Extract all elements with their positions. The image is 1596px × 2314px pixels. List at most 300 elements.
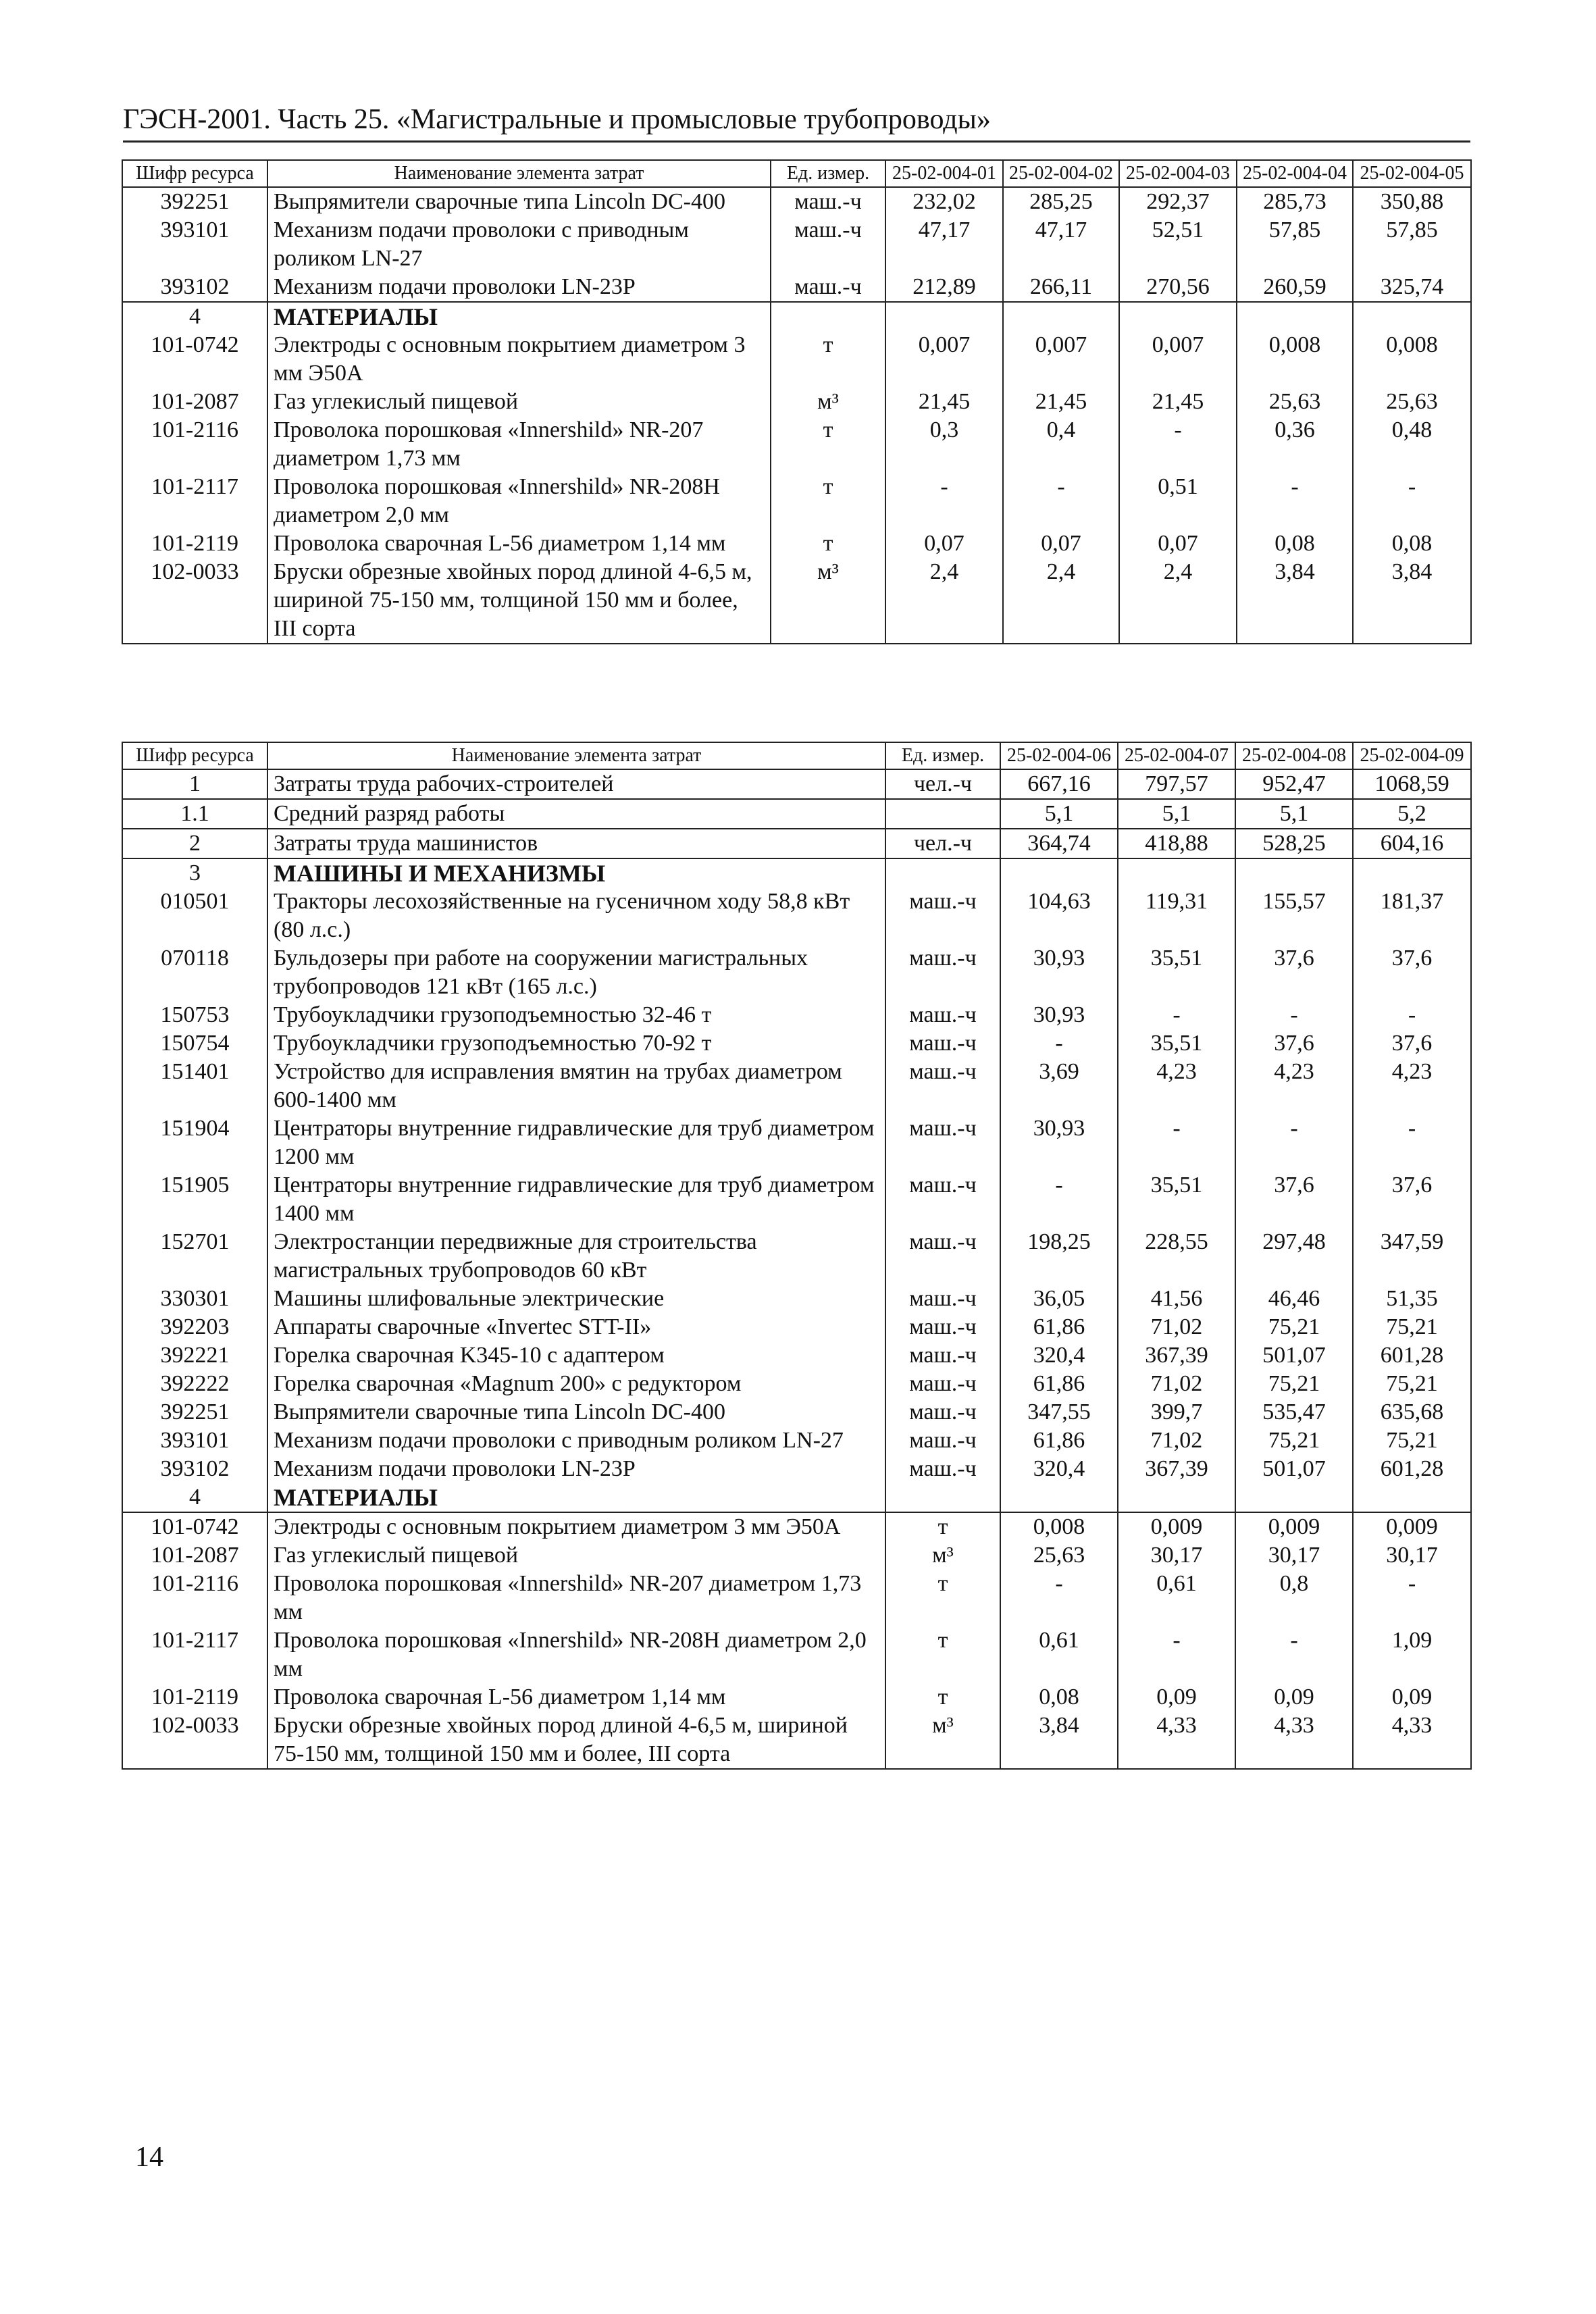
value-cell: 350,88 xyxy=(1353,187,1471,216)
resource-code: 101-2119 xyxy=(122,1683,267,1712)
resource-name: Проволока сварочная L-56 диаметром 1,14 мм xyxy=(267,1683,885,1712)
resource-name: Выпрямители сварочные типа Lincoln DC-400 xyxy=(267,1398,885,1426)
value-cell: 47,17 xyxy=(1003,216,1119,273)
resource-code: 1 xyxy=(122,769,267,799)
resource-name: Электростанции передвижные для строительства магистральных трубопроводов 60 кВт xyxy=(267,1228,885,1285)
resource-code: 392222 xyxy=(122,1370,267,1398)
value-cell: 61,86 xyxy=(1000,1370,1118,1398)
unit-cell: маш.-ч xyxy=(885,1313,1000,1341)
resource-name: Бульдозеры при работе на сооружении магистральных трубопроводов 121 кВт (165 л.с.) xyxy=(267,944,885,1001)
value-cell: 46,46 xyxy=(1235,1285,1353,1313)
value-cell: 71,02 xyxy=(1118,1313,1235,1341)
value-cell: 0,08 xyxy=(1353,530,1471,558)
column-header-norm: 25-02-004-06 xyxy=(1000,742,1118,769)
value-cell: 260,59 xyxy=(1237,273,1353,302)
resource-name: Газ углекислый пищевой xyxy=(267,388,771,416)
table-header-row xyxy=(122,160,1471,187)
table-row xyxy=(122,1029,1471,1058)
value-cell: 0,07 xyxy=(885,530,1003,558)
resource-code: 151904 xyxy=(122,1114,267,1171)
resource-name: Трубоукладчики грузоподъемностью 70-92 т xyxy=(267,1029,885,1058)
value-cell: 21,45 xyxy=(1003,388,1119,416)
value-cell: 75,21 xyxy=(1353,1370,1471,1398)
value-cell xyxy=(1237,302,1353,331)
value-cell: 52,51 xyxy=(1119,216,1237,273)
value-cell: 4,23 xyxy=(1235,1058,1353,1114)
unit-cell: т xyxy=(771,530,885,558)
table-row xyxy=(122,1370,1471,1398)
resource-name: Горелка сварочная K345-10 с адаптером xyxy=(267,1341,885,1370)
unit-cell: маш.-ч xyxy=(885,1370,1000,1398)
value-cell: 3,69 xyxy=(1000,1058,1118,1114)
resource-name: Центраторы внутренние гидравлические для труб диаметром 1200 мм xyxy=(267,1114,885,1171)
table-row xyxy=(122,1228,1471,1285)
resource-code: 392203 xyxy=(122,1313,267,1341)
resource-name: Механизм подачи проволоки с приводным роликом LN-27 xyxy=(267,216,771,273)
value-cell: 0,48 xyxy=(1353,416,1471,473)
table-row xyxy=(122,1001,1471,1029)
value-cell: 71,02 xyxy=(1118,1370,1235,1398)
value-cell: 292,37 xyxy=(1119,187,1237,216)
column-header-norm: 25-02-004-05 xyxy=(1353,160,1471,187)
resource-code: 010501 xyxy=(122,888,267,944)
table-row xyxy=(122,1712,1471,1769)
value-cell: 5,1 xyxy=(1000,799,1118,829)
value-cell: - xyxy=(1237,473,1353,530)
value-cell xyxy=(1235,858,1353,888)
resource-name: Трубоукладчики грузоподъемностью 32-46 т xyxy=(267,1001,885,1029)
value-cell: 35,51 xyxy=(1118,1171,1235,1228)
table-row xyxy=(122,1541,1471,1570)
unit-cell: маш.-ч xyxy=(885,1001,1000,1029)
value-cell: 0,09 xyxy=(1353,1683,1471,1712)
value-cell: 5,1 xyxy=(1235,799,1353,829)
value-cell: - xyxy=(1118,1626,1235,1683)
unit-cell: маш.-ч xyxy=(885,944,1000,1001)
resource-code: 151401 xyxy=(122,1058,267,1114)
value-cell xyxy=(1003,302,1119,331)
resource-code: 101-2087 xyxy=(122,388,267,416)
resource-name: Проволока порошковая «Innershild» NR-208H диаметром 2,0 мм xyxy=(267,1626,885,1683)
value-cell: - xyxy=(1118,1001,1235,1029)
resource-code: 101-2117 xyxy=(122,1626,267,1683)
resource-name: Затраты труда рабочих-строителей xyxy=(267,769,885,799)
value-cell: 418,88 xyxy=(1118,829,1235,858)
unit-cell: маш.-ч xyxy=(885,1029,1000,1058)
unit-cell: т xyxy=(885,1512,1000,1541)
value-cell: 21,45 xyxy=(885,388,1003,416)
resource-name: Проволока порошковая «Innershild» NR-208H диаметром 2,0 мм xyxy=(267,473,771,530)
resource-name: Аппараты сварочные «Invertec STT-II» xyxy=(267,1313,885,1341)
value-cell xyxy=(1353,1483,1471,1512)
column-header-name: Наименование элемента затрат xyxy=(267,160,771,187)
value-cell: 0,08 xyxy=(1237,530,1353,558)
resource-code: 2 xyxy=(122,829,267,858)
unit-cell: маш.-ч xyxy=(885,1398,1000,1426)
resource-code: 151905 xyxy=(122,1171,267,1228)
value-cell: 35,51 xyxy=(1118,944,1235,1001)
value-cell: - xyxy=(1235,1001,1353,1029)
unit-cell: маш.-ч xyxy=(885,1455,1000,1483)
value-cell: 347,59 xyxy=(1353,1228,1471,1285)
resource-name: Бруски обрезные хвойных пород длиной 4-6,5 м, шириной 75-150 мм, толщиной 150 мм и более, III сорта xyxy=(267,1712,885,1769)
value-cell: 952,47 xyxy=(1235,769,1353,799)
resource-code: 150754 xyxy=(122,1029,267,1058)
table-row xyxy=(122,1512,1471,1541)
resource-name: Проволока сварочная L-56 диаметром 1,14 мм xyxy=(267,530,771,558)
column-header-norm: 25-02-004-09 xyxy=(1353,742,1471,769)
resource-code: 392251 xyxy=(122,187,267,216)
unit-cell: маш.-ч xyxy=(885,888,1000,944)
value-cell: 367,39 xyxy=(1118,1341,1235,1370)
value-cell: 119,31 xyxy=(1118,888,1235,944)
value-cell: 57,85 xyxy=(1353,216,1471,273)
table-row xyxy=(122,273,1471,302)
value-cell: 535,47 xyxy=(1235,1398,1353,1426)
value-cell: 25,63 xyxy=(1000,1541,1118,1570)
resource-code: 4 xyxy=(122,1483,267,1512)
table-row xyxy=(122,416,1471,473)
unit-cell: т xyxy=(771,331,885,388)
column-header-norm: 25-02-004-08 xyxy=(1235,742,1353,769)
resource-name: Выпрямители сварочные типа Lincoln DC-400 xyxy=(267,187,771,216)
value-cell: 528,25 xyxy=(1235,829,1353,858)
table-row xyxy=(122,473,1471,530)
value-cell: 30,17 xyxy=(1118,1541,1235,1570)
table-row xyxy=(122,216,1471,273)
unit-cell: т xyxy=(771,473,885,530)
table-row xyxy=(122,331,1471,388)
value-cell: 501,07 xyxy=(1235,1341,1353,1370)
table-row xyxy=(122,388,1471,416)
resource-name: Механизм подачи проволоки LN-23P xyxy=(267,273,771,302)
value-cell xyxy=(1118,858,1235,888)
value-cell: 270,56 xyxy=(1119,273,1237,302)
value-cell: 37,6 xyxy=(1235,1171,1353,1228)
value-cell: - xyxy=(1000,1171,1118,1228)
resource-name: Проволока порошковая «Innershild» NR-207 диаметром 1,73 мм xyxy=(267,416,771,473)
value-cell: 601,28 xyxy=(1353,1341,1471,1370)
table-row xyxy=(122,858,1471,888)
unit-cell: маш.-ч xyxy=(885,1426,1000,1455)
value-cell: 37,6 xyxy=(1235,1029,1353,1058)
unit-cell xyxy=(885,858,1000,888)
value-cell: - xyxy=(1118,1114,1235,1171)
value-cell xyxy=(1000,858,1118,888)
unit-cell: маш.-ч xyxy=(885,1114,1000,1171)
resource-name: МАШИНЫ И МЕХАНИЗМЫ xyxy=(267,858,885,888)
value-cell: 604,16 xyxy=(1353,829,1471,858)
value-cell: 51,35 xyxy=(1353,1285,1471,1313)
value-cell: 61,86 xyxy=(1000,1313,1118,1341)
resource-code: 101-2116 xyxy=(122,416,267,473)
column-header-unit: Ед. измер. xyxy=(771,160,885,187)
unit-cell xyxy=(885,799,1000,829)
column-header-code: Шифр ресурса xyxy=(122,160,267,187)
resource-code: 393101 xyxy=(122,216,267,273)
value-cell: 601,28 xyxy=(1353,1455,1471,1483)
value-cell: 4,23 xyxy=(1118,1058,1235,1114)
value-cell xyxy=(1235,1483,1353,1512)
unit-cell: т xyxy=(885,1683,1000,1712)
resource-code: 392251 xyxy=(122,1398,267,1426)
value-cell: 181,37 xyxy=(1353,888,1471,944)
unit-cell: чел.-ч xyxy=(885,829,1000,858)
page-header: ГЭСН-2001. Часть 25. «Магистральные и промысловые трубопроводы» xyxy=(123,101,1470,143)
value-cell: 4,23 xyxy=(1353,1058,1471,1114)
value-cell: 5,2 xyxy=(1353,799,1471,829)
value-cell: 0,4 xyxy=(1003,416,1119,473)
value-cell: 232,02 xyxy=(885,187,1003,216)
value-cell xyxy=(1118,1483,1235,1512)
table-header-row xyxy=(122,742,1471,769)
table-row xyxy=(122,1483,1471,1512)
resource-name: Средний разряд работы xyxy=(267,799,885,829)
unit-cell: т xyxy=(771,416,885,473)
unit-cell xyxy=(771,302,885,331)
resource-code: 393101 xyxy=(122,1426,267,1455)
resource-name: Устройство для исправления вмятин на трубах диаметром 600-1400 мм xyxy=(267,1058,885,1114)
value-cell: 75,21 xyxy=(1235,1313,1353,1341)
value-cell: 41,56 xyxy=(1118,1285,1235,1313)
value-cell: 367,39 xyxy=(1118,1455,1235,1483)
value-cell: 0,008 xyxy=(1000,1512,1118,1541)
resource-code: 101-0742 xyxy=(122,331,267,388)
value-cell: 0,08 xyxy=(1000,1683,1118,1712)
value-cell: 320,4 xyxy=(1000,1341,1118,1370)
column-header-norm: 25-02-004-01 xyxy=(885,160,1003,187)
value-cell: 4,33 xyxy=(1235,1712,1353,1769)
value-cell: 0,007 xyxy=(885,331,1003,388)
value-cell: 21,45 xyxy=(1119,388,1237,416)
resource-name: Газ углекислый пищевой xyxy=(267,1541,885,1570)
value-cell: 3,84 xyxy=(1000,1712,1118,1769)
value-cell: - xyxy=(1000,1570,1118,1626)
value-cell: 0,51 xyxy=(1119,473,1237,530)
value-cell: 0,36 xyxy=(1237,416,1353,473)
value-cell: 47,17 xyxy=(885,216,1003,273)
resource-name: Проволока порошковая «Innershild» NR-207 диаметром 1,73 мм xyxy=(267,1570,885,1626)
value-cell: 3,84 xyxy=(1353,558,1471,644)
column-header-code: Шифр ресурса xyxy=(122,742,267,769)
resource-code: 3 xyxy=(122,858,267,888)
value-cell: - xyxy=(1353,473,1471,530)
value-cell: 2,4 xyxy=(1003,558,1119,644)
value-cell: 0,07 xyxy=(1003,530,1119,558)
unit-cell: маш.-ч xyxy=(885,1171,1000,1228)
unit-cell: маш.-ч xyxy=(885,1058,1000,1114)
column-header-norm: 25-02-004-04 xyxy=(1237,160,1353,187)
value-cell: - xyxy=(1235,1626,1353,1683)
value-cell: 61,86 xyxy=(1000,1426,1118,1455)
unit-cell: т xyxy=(885,1570,1000,1626)
value-cell: 0,09 xyxy=(1118,1683,1235,1712)
value-cell: 0,8 xyxy=(1235,1570,1353,1626)
resource-name: МАТЕРИАЛЫ xyxy=(267,1483,885,1512)
value-cell: 399,7 xyxy=(1118,1398,1235,1426)
resource-code: 4 xyxy=(122,302,267,331)
resource-name: МАТЕРИАЛЫ xyxy=(267,302,771,331)
value-cell: 0,009 xyxy=(1235,1512,1353,1541)
value-cell: 1068,59 xyxy=(1353,769,1471,799)
value-cell xyxy=(885,302,1003,331)
value-cell: 285,25 xyxy=(1003,187,1119,216)
value-cell: - xyxy=(1353,1114,1471,1171)
table-row xyxy=(122,1683,1471,1712)
value-cell: 0,3 xyxy=(885,416,1003,473)
unit-cell: маш.-ч xyxy=(771,216,885,273)
value-cell: 37,6 xyxy=(1353,1171,1471,1228)
column-header-unit: Ед. измер. xyxy=(885,742,1000,769)
value-cell: 0,61 xyxy=(1118,1570,1235,1626)
resource-code: 070118 xyxy=(122,944,267,1001)
resource-name: Бруски обрезные хвойных пород длиной 4-6,5 м, шириной 75-150 мм, толщиной 150 мм и более, III сорта xyxy=(267,558,771,644)
unit-cell: маш.-ч xyxy=(771,273,885,302)
value-cell: - xyxy=(1235,1114,1353,1171)
table-row xyxy=(122,302,1471,331)
value-cell: 2,4 xyxy=(885,558,1003,644)
unit-cell xyxy=(885,1483,1000,1512)
value-cell xyxy=(1000,1483,1118,1512)
value-cell: 71,02 xyxy=(1118,1426,1235,1455)
value-cell: 2,4 xyxy=(1119,558,1237,644)
value-cell xyxy=(1353,302,1471,331)
value-cell: 57,85 xyxy=(1237,216,1353,273)
value-cell: 30,17 xyxy=(1235,1541,1353,1570)
value-cell: 0,009 xyxy=(1353,1512,1471,1541)
value-cell: 155,57 xyxy=(1235,888,1353,944)
resource-name: Электроды с основным покрытием диаметром 3 мм Э50А xyxy=(267,1512,885,1541)
table-row xyxy=(122,1626,1471,1683)
column-header-name: Наименование элемента затрат xyxy=(267,742,885,769)
table-row xyxy=(122,944,1471,1001)
table-row xyxy=(122,1171,1471,1228)
unit-cell: чел.-ч xyxy=(885,769,1000,799)
resource-code: 393102 xyxy=(122,1455,267,1483)
value-cell: 0,09 xyxy=(1235,1683,1353,1712)
table-body xyxy=(122,769,1471,1769)
table-row xyxy=(122,1114,1471,1171)
unit-cell: маш.-ч xyxy=(885,1228,1000,1285)
resource-table-1 xyxy=(122,159,1472,644)
resource-code: 150753 xyxy=(122,1001,267,1029)
value-cell: - xyxy=(1119,416,1237,473)
value-cell xyxy=(1353,858,1471,888)
column-header-norm: 25-02-004-03 xyxy=(1119,160,1237,187)
page-number: 14 xyxy=(135,2142,163,2173)
value-cell: 25,63 xyxy=(1237,388,1353,416)
resource-name: Машины шлифовальные электрические xyxy=(267,1285,885,1313)
resource-code: 101-2087 xyxy=(122,1541,267,1570)
value-cell: 501,07 xyxy=(1235,1455,1353,1483)
resource-code: 102-0033 xyxy=(122,1712,267,1769)
value-cell: 75,21 xyxy=(1235,1370,1353,1398)
resource-name: Горелка сварочная «Magnum 200» с редуктором xyxy=(267,1370,885,1398)
table-row xyxy=(122,1398,1471,1426)
unit-cell: т xyxy=(885,1626,1000,1683)
resource-code: 101-0742 xyxy=(122,1512,267,1541)
unit-cell: маш.-ч xyxy=(771,187,885,216)
resource-code: 392221 xyxy=(122,1341,267,1370)
value-cell: 0,007 xyxy=(1119,331,1237,388)
value-cell: 0,008 xyxy=(1353,331,1471,388)
value-cell: 635,68 xyxy=(1353,1398,1471,1426)
value-cell: - xyxy=(1353,1570,1471,1626)
resource-code: 101-2117 xyxy=(122,473,267,530)
value-cell: 37,6 xyxy=(1235,944,1353,1001)
resource-code: 330301 xyxy=(122,1285,267,1313)
unit-cell: маш.-ч xyxy=(885,1341,1000,1370)
value-cell: 30,17 xyxy=(1353,1541,1471,1570)
table-body xyxy=(122,187,1471,644)
value-cell: 36,05 xyxy=(1000,1285,1118,1313)
value-cell: 212,89 xyxy=(885,273,1003,302)
value-cell: 1,09 xyxy=(1353,1626,1471,1683)
value-cell: 198,25 xyxy=(1000,1228,1118,1285)
value-cell: 4,33 xyxy=(1353,1712,1471,1769)
value-cell: 75,21 xyxy=(1235,1426,1353,1455)
resource-code: 102-0033 xyxy=(122,558,267,644)
table-row xyxy=(122,1285,1471,1313)
resource-name: Механизм подачи проволоки LN-23P xyxy=(267,1455,885,1483)
table-row xyxy=(122,1426,1471,1455)
value-cell: 297,48 xyxy=(1235,1228,1353,1285)
resource-code: 152701 xyxy=(122,1228,267,1285)
column-header-norm: 25-02-004-07 xyxy=(1118,742,1235,769)
table-row xyxy=(122,1455,1471,1483)
unit-cell: м³ xyxy=(885,1712,1000,1769)
unit-cell: м³ xyxy=(771,388,885,416)
table-row xyxy=(122,1313,1471,1341)
value-cell: 37,6 xyxy=(1353,1029,1471,1058)
value-cell: 0,008 xyxy=(1237,331,1353,388)
value-cell: 104,63 xyxy=(1000,888,1118,944)
unit-cell: маш.-ч xyxy=(885,1285,1000,1313)
value-cell: 797,57 xyxy=(1118,769,1235,799)
value-cell: 266,11 xyxy=(1003,273,1119,302)
value-cell: 285,73 xyxy=(1237,187,1353,216)
column-header-norm: 25-02-004-02 xyxy=(1003,160,1119,187)
table-row xyxy=(122,829,1471,858)
value-cell: 364,74 xyxy=(1000,829,1118,858)
table-row xyxy=(122,888,1471,944)
value-cell: 347,55 xyxy=(1000,1398,1118,1426)
value-cell xyxy=(1119,302,1237,331)
value-cell: 75,21 xyxy=(1353,1313,1471,1341)
resource-name: Затраты труда машинистов xyxy=(267,829,885,858)
value-cell: 0,61 xyxy=(1000,1626,1118,1683)
value-cell: 75,21 xyxy=(1353,1426,1471,1455)
resource-name: Центраторы внутренние гидравлические для труб диаметром 1400 мм xyxy=(267,1171,885,1228)
value-cell: 35,51 xyxy=(1118,1029,1235,1058)
unit-cell: м³ xyxy=(885,1541,1000,1570)
resource-code: 393102 xyxy=(122,273,267,302)
resource-table-2 xyxy=(122,742,1472,1770)
value-cell: 325,74 xyxy=(1353,273,1471,302)
value-cell: 0,007 xyxy=(1003,331,1119,388)
value-cell: 3,84 xyxy=(1237,558,1353,644)
value-cell: 228,55 xyxy=(1118,1228,1235,1285)
resource-code: 101-2119 xyxy=(122,530,267,558)
value-cell: 30,93 xyxy=(1000,944,1118,1001)
resource-name: Электроды с основным покрытием диаметром 3 мм Э50А xyxy=(267,331,771,388)
table-row xyxy=(122,769,1471,799)
resource-name: Механизм подачи проволоки с приводным роликом LN-27 xyxy=(267,1426,885,1455)
unit-cell: м³ xyxy=(771,558,885,644)
value-cell: - xyxy=(1353,1001,1471,1029)
value-cell: 25,63 xyxy=(1353,388,1471,416)
table-row xyxy=(122,558,1471,644)
